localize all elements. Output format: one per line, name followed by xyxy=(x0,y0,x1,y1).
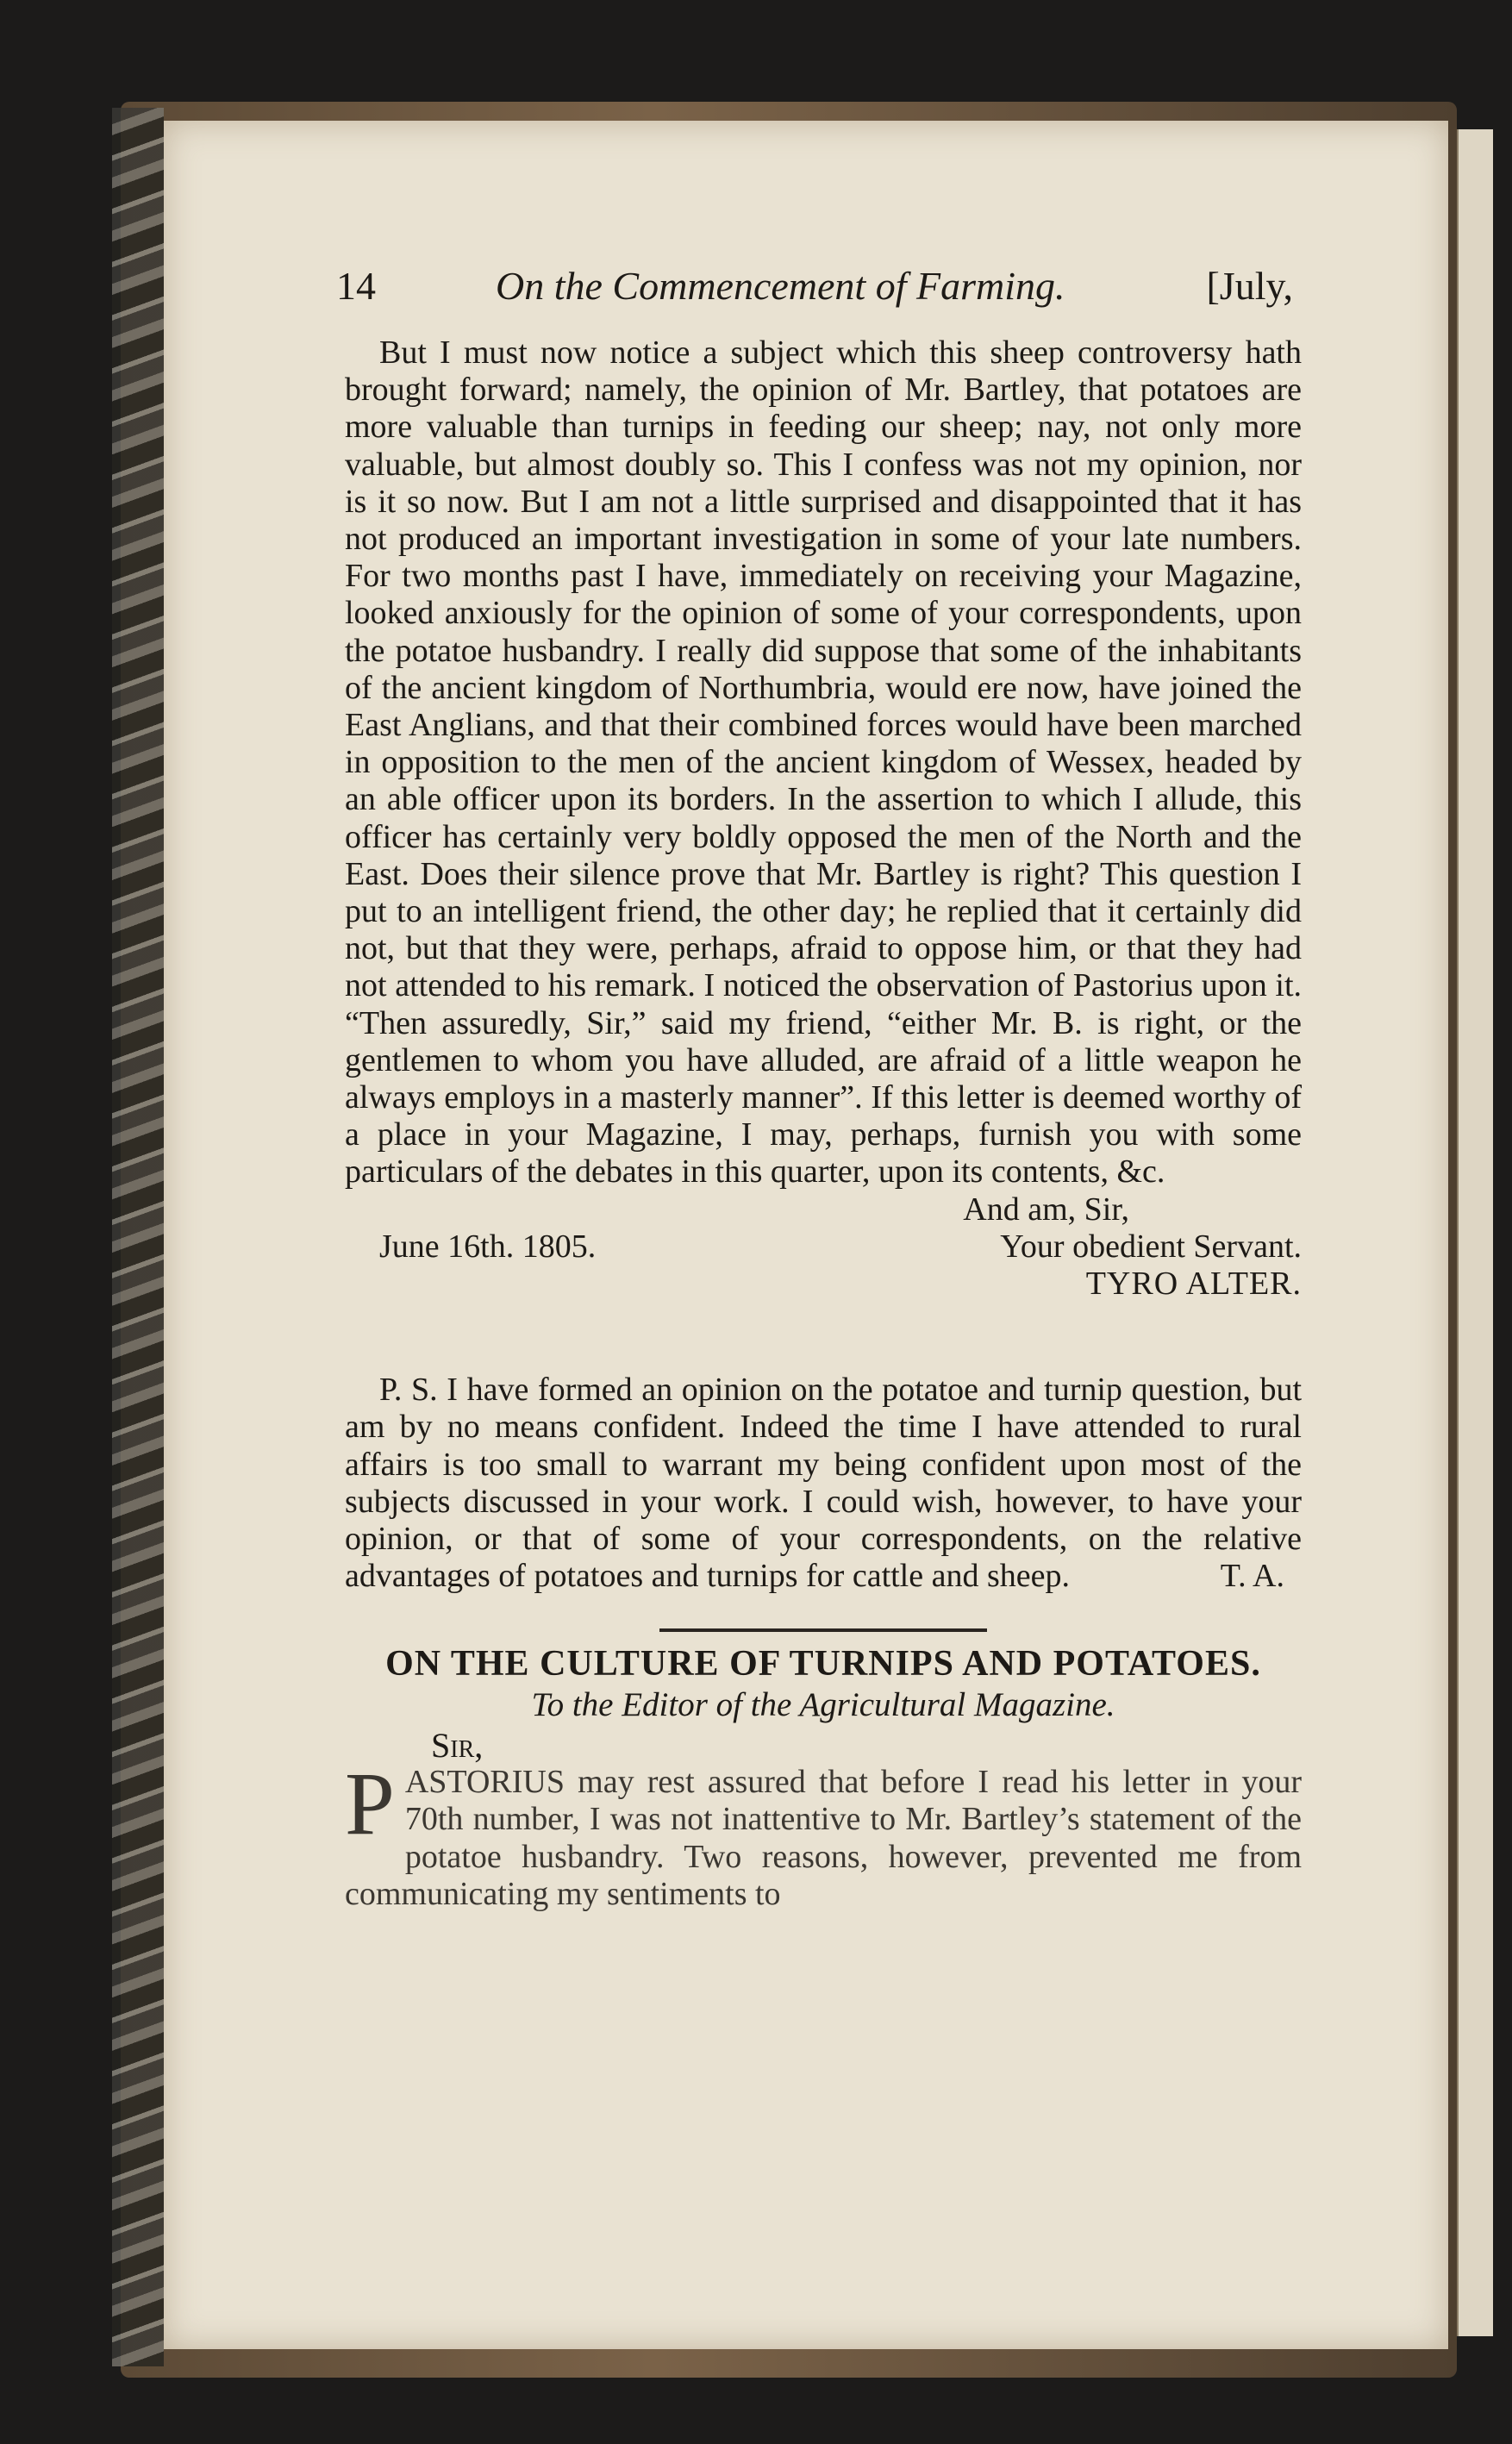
postscript-initials: T. A. xyxy=(1220,1558,1284,1595)
letter-signature: TYRO ALTER. xyxy=(1085,1266,1302,1303)
marbled-board xyxy=(112,108,164,2366)
date-row xyxy=(345,1228,1302,1266)
page-body xyxy=(345,334,1302,1913)
running-head xyxy=(336,263,1293,315)
article-text: ASTORIUS may rest assured that before I read his letter in your 70th number, I was not inattentive to Mr. Bartley’s statement of the potatoe husbandry. Two reasons, however, prevented me from communicating my sentiments to xyxy=(345,1764,1302,1912)
drop-cap: P xyxy=(345,1754,395,1854)
letter-date: June 16th. 1805. xyxy=(379,1228,597,1265)
book-page xyxy=(164,121,1448,2349)
letter-paragraph: But I must now notice a subject which this sheep controversy hath brought forward; namely, the opinion of Mr. Bartley, that potatoes are more valuable than turnips in feeding our sheep; nay, not only more valuable, but almost doubly so. This I confess was not my opinion, nor is it so now. But I am not a little surprised and disappointed that it has not produced an important investigation in some of your late numbers. For two months past I have, immediately on receiving your Magazine, looked anxiously for the opinion of some of your correspondents, upon the potatoe husbandry. I really did suppose that some of the inhabitants of the ancient kingdom of Northumbria, would ere now, have joined the East Anglians, and that their combined forces would have been marched in opposition to the men of the ancient kingdom of Wessex, headed by an able officer upon its borders. In the assertion to which I allude, this officer has certainly very boldly opposed the men of the North and the East. Does their silence prove that Mr. Bartley is right? This question I put to an intelligent friend, the other day; he replied that it certainly did not, but that they were, perhaps, afraid to oppose him, or that they had not attended to his remark. I noticed the observation of Pastorius upon it. “Then assuredly, Sir,” said my friend, “either Mr. B. is right, or the gentlemen to whom you have alluded, are afraid of a little weapon he always employs in a masterly manner”. If this letter is deemed worthy of a place in your Magazine, I may, perhaps, furnish you with some particulars of the debates in this quarter, upon its contents, &c. xyxy=(345,334,1302,1191)
article-paragraph xyxy=(345,1754,1302,1913)
postscript-text: P. S. I have formed an opinion on the potatoe and turnip question, but am by no means confident. Indeed the time I have attended to rural affairs is too small to warrant my being confident upon most of the subjects discussed in your work. I could wish, however, to have your opinion, or that of some of your correspondents, on the relative advantages of potatoes and turnips for cattle and sheep. xyxy=(345,1372,1302,1595)
running-title: On the Commencement of Farming. xyxy=(496,264,1065,308)
postscript xyxy=(345,1372,1302,1595)
closing-row xyxy=(345,1191,1302,1228)
page-number: 14 xyxy=(336,264,376,308)
facing-page-edge xyxy=(1457,129,1493,2336)
letter-servant: Your obedient Servant. xyxy=(1000,1228,1302,1265)
running-month: [July, xyxy=(1206,264,1293,308)
article-title: ON THE CULTURE OF TURNIPS AND POTATOES. xyxy=(385,1643,1261,1684)
section-rule xyxy=(659,1628,987,1632)
closing-phrase: And am, Sir, xyxy=(963,1191,1129,1228)
article-addressee: To the Editor of the Agricultural Magazine. xyxy=(531,1685,1115,1723)
article-salutation: Sir, xyxy=(431,1725,484,1765)
